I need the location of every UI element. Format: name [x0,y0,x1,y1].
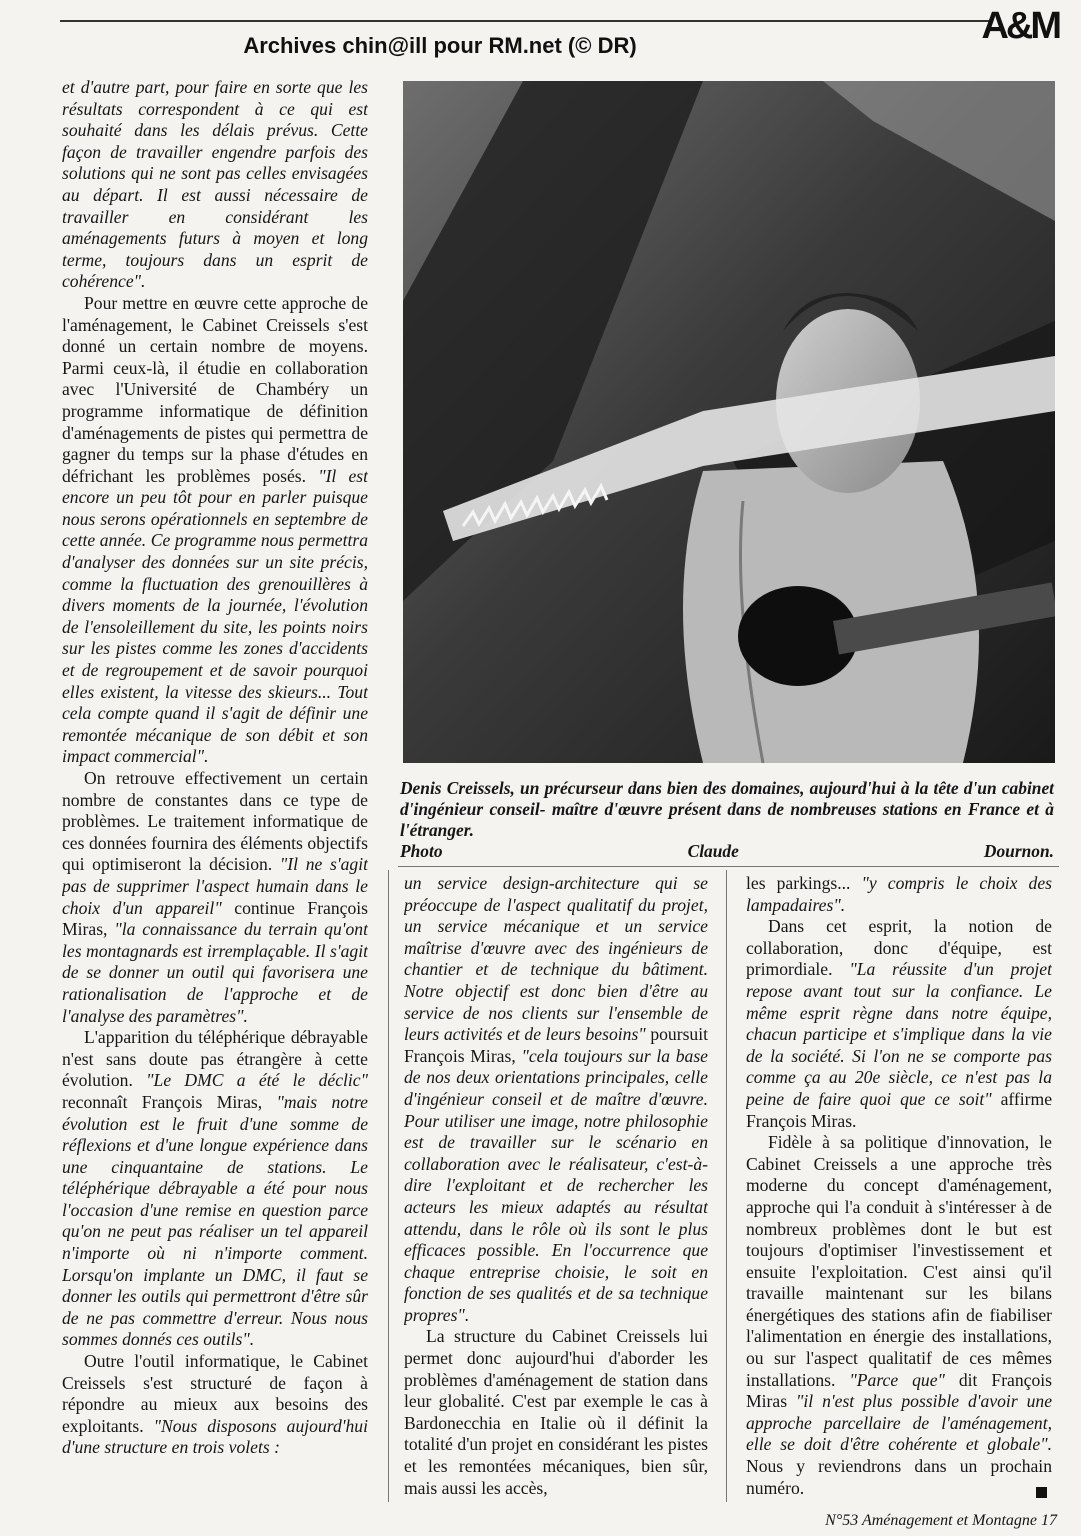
paragraph: les parkings... "y compris le choix des lampadaires". [746,873,1052,915]
column-divider [726,870,727,1502]
archive-banner: Archives chin@ill pour RM.net (© DR) [243,33,637,58]
text-column-2 [404,873,708,1503]
photo-credit: Photo Claude Dournon. [400,841,1054,861]
paragraph: La structure du Cabinet Creissels lui permet donc aujourd'hui d'aborder les problèmes d'aménagement de station dans leur globalité. C'est par exemple le cas à Bardonecchia en Italie où il définit la totalité d'un projet en considérant les pistes et les remontées mécaniques, bien sûr, mais aussi les accès, [404,1326,708,1498]
paragraph: Dans cet esprit, la notion de collaboration, donc d'équipe, est primordiale. "La réussite d'un projet repose avant tout sur la confiance. Le même esprit règne dans notre équipe, chacun participe et s'implique dans la vie de la société. Si l'on ne se comporte pas comme ça au 20e siècle, ce n'est pas la peine de faire quoi que ce soit" affirme François Miras. [746,916,1052,1131]
caption-text: Denis Creissels, un précurseur dans bien des domaines, aujourd'hui à la tête d'un cabinet d'ingénieur conseil- maître d'œuvre présent dans de nombreuses stations en France et à l'étranger. [400,778,1054,840]
portrait-photo [403,81,1055,763]
photo-illustration [403,81,1055,763]
column-divider [388,870,389,1502]
photo-caption [400,778,1054,862]
page-footer: N°53 Aménagement et Montagne 17 [825,1512,1057,1529]
paragraph: et d'autre part, pour faire en sorte que les résultats correspondent à ce qui est souhaité dans les délais prévus. Cette façon de travailler engendre parfois des solutions qui ne sont pas celles envisagées au départ. Il est aussi nécessaire de travailler en considérant les aménagements futurs à moyen et long terme, toujours dans un esprit de cohérence". [62,77,368,292]
paragraph: un service design-architecture qui se préoccupe de l'aspect qualitatif du projet, un service mécanique et un service maîtrise d'œuvre avec des ingénieurs de chantier et de technique du bâtiment. Notre objectif est donc bien d'être au service de nos clients sur l'ensemble de leurs activités et de leurs besoins" poursuit François Miras, "cela toujours sur la base de nos deux orientations principales, celle d'ingénieur conseil et de maître d'œuvre. Pour utiliser une image, notre philosophie est de travailler sur le scénario en collaboration avec le réalisateur, c'est-à-dire l'exploitant et de rechercher les acteurs les mieux adaptés au résultat attendu, dans le rôle où ils sont le plus efficaces possible. En l'occurrence que chaque entreprise choisie, le soit en fonction de ses qualités et de sa technique propres". [404,873,708,1325]
paragraph: Outre l'outil informatique, le Cabinet Creissels s'est structuré de façon à répondre au mieux aux besoins des exploitants. "Nous disposons aujourd'hui d'une structure en trois volets : [62,1351,368,1458]
text-column-3 [746,873,1052,1508]
caption-divider [398,866,1059,867]
paragraph: L'apparition du téléphérique débrayable n'est sans doute pas étrangère à cette évolution. "Le DMC a été le déclic" reconnaît François Miras, "mais notre évolution est le fruit d'une somme de réflexions et d'une longue expérience dans une cinquantaine de stations. Le téléphérique débrayable a été pour nous l'occasion d'une remise en question parce qu'on ne peut pas réaliser un tel appareil n'importe où ni n'importe comment. Lorsqu'on implante un DMC, il faut se donner les outils qui permettront d'être sûr de ne pas commettre d'erreur. Nous nous sommes donnés ces outils". [62,1027,368,1350]
magazine-logo: A&M [981,5,1059,47]
paragraph: Fidèle à sa politique d'innovation, le Cabinet Creissels a une approche très moderne du concept d'aménagement, approche qui l'a conduit à s'intéresser à de nombreux problèmes dont le but est toujours d'optimiser l'investissement et ensuite l'exploitation. C'est ainsi qu'il travaille maintenant sur les bilans énergétiques des stations afin de fiabiliser l'alimentation en énergie des installations, ou sur l'aspect qualitatif de ces mêmes installations. "Parce que" dit François Miras "il n'est plus possible d'avoir une approche parcellaire de l'aménagement, elle se doit d'être cohérente et globale". Nous y reviendrons dans un prochain numéro. [746,1132,1052,1498]
paragraph: On retrouve effectivement un certain nombre de constantes dans ce type de problèmes. Le traitement informatique de ces données fournira des éléments objectifs qui optimiseront la décision. "Il ne s'agit pas de supprimer l'aspect humain dans le choix d'un appareil" continue François Miras, "la connaissance du terrain qu'ont les montagnards est irremplaçable. Il s'agit de se donner un outil qui favorisera une rationalisation de l'approche et de l'analyse des paramètres". [62,768,368,1026]
end-of-article-mark [1036,1487,1047,1498]
text-column-1 [62,77,368,1497]
paragraph: Pour mettre en œuvre cette approche de l'aménagement, le Cabinet Creissels s'est donné un certain nombre de moyens. Parmi ceux-là, il étudie en collaboration avec l'Université de Chambéry un programme informatique de définition d'aménagements de pistes qui permettra de gagner du temps sur la phase d'études en défrichant les problèmes posés. "Il est encore un peu tôt pour en parler puisque nous serons opérationnels en septembre de cette année. Ce programme nous permettra d'analyser des données sur un site précis, comme la fluctuation des grenouillères à divers moments de la journée, l'évolution de l'ensoleillement du site, les points noirs sur les pistes comme les zones d'accidents et de regroupement et de savoir pourquoi elles existent, la vitesse des skieurs... Tout cela compte quand il s'agit de définir une remontée mécanique de son débit et son impact commercial". [62,292,368,767]
header-rule [60,20,993,22]
